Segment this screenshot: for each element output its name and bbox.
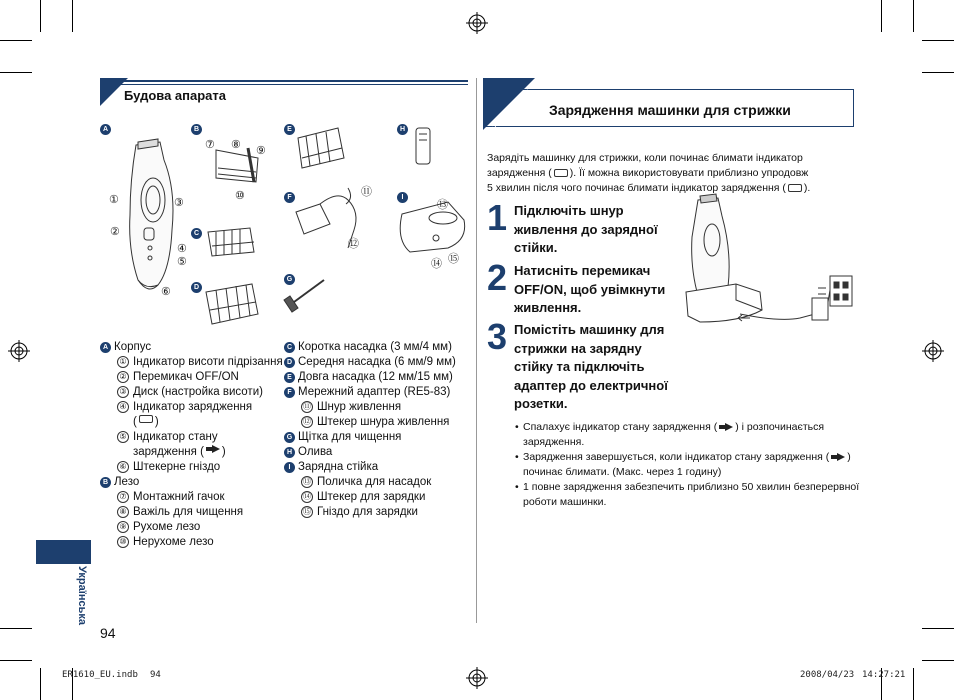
callout: ⑦ — [205, 139, 215, 151]
notes-list — [515, 420, 860, 510]
crop-mark — [0, 628, 32, 629]
charging-illustration — [680, 192, 860, 338]
pic-label-h: H — [397, 124, 408, 135]
page-number: 94 — [100, 625, 116, 641]
list-item: ( ) — [133, 416, 159, 428]
step-text: Підключіть шнур живлення до зарядної стійки. — [514, 203, 658, 255]
list-item: G Щітка для чищення — [284, 430, 472, 445]
list-item: A Корпус — [100, 340, 285, 355]
battery-icon — [139, 415, 153, 423]
list-item: ⑨ Рухоме лезо — [100, 520, 285, 535]
list-item: зарядження ( ) — [133, 446, 226, 458]
parts-list-col1 — [100, 340, 285, 550]
crop-mark — [922, 628, 954, 629]
step-text: Натисніть перемикач OFF/ON, щоб увімкнути живлення. — [514, 263, 666, 315]
callout: ⑤ — [177, 256, 187, 268]
crop-mark — [40, 668, 41, 700]
callout: ③ — [174, 197, 184, 209]
crop-mark — [922, 72, 954, 73]
pic-label-d: D — [191, 282, 202, 293]
pic-label-f: F — [284, 192, 295, 203]
callout: ⑨ — [256, 145, 266, 157]
pic-label-g: G — [284, 274, 295, 285]
step-number: 1 — [487, 197, 508, 238]
note-item: • 1 повне зарядження забезпечить приблизно 50 хвилин безперервної роботи машинки. — [515, 481, 860, 508]
list-item: ① Індикатор висоти підрізання — [100, 355, 285, 370]
step-number: 3 — [487, 316, 508, 357]
registration-mark-icon — [466, 12, 488, 34]
callout: ② — [110, 226, 120, 238]
step-text: Помістіть машинку для стрижки на зарядну стійку та підключіть адаптер до електричної розетки. — [514, 322, 668, 411]
list-item: ⑦ Монтажний гачок — [100, 490, 285, 505]
list-item: C Коротка насадка (3 мм/4 мм) — [284, 340, 472, 355]
pic-label-c: C — [191, 228, 202, 239]
callout: ⑭ — [431, 258, 442, 270]
section-tag-text: Зарядження — [488, 86, 534, 132]
note-item: • Зарядження завершується, коли індикатор стану зарядження ( ) починає блимати. (Макс. через 1 годину) — [515, 451, 851, 478]
pic-label-e: E — [284, 124, 295, 135]
pic-label-a: A — [100, 124, 111, 135]
list-item: ⑥ Штекерне гніздо — [100, 460, 285, 475]
callout: ⑥ — [161, 286, 171, 298]
callout: ④ — [177, 243, 187, 255]
crop-mark — [881, 0, 882, 32]
callout: ⑮ — [448, 253, 459, 265]
crop-mark — [922, 660, 954, 661]
list-item: ⑬ Поличка для насадок — [303, 476, 432, 488]
section-header-parts — [100, 78, 468, 106]
list-item: ⑤ Індикатор стану — [100, 430, 285, 445]
callout: ⑧ — [231, 139, 241, 151]
parts-list-col2 — [284, 340, 472, 520]
list-item: B Лезо — [100, 475, 285, 490]
registration-mark-icon — [922, 340, 944, 362]
language-tab — [36, 540, 91, 564]
plug-icon — [719, 423, 733, 431]
section-title: Будова апарата — [124, 88, 227, 103]
footer-page: 94 — [150, 670, 161, 680]
battery-icon — [554, 169, 568, 177]
list-item: ② Перемикач OFF/ON — [100, 370, 285, 385]
column-divider — [476, 78, 477, 623]
crop-mark — [72, 0, 73, 32]
crop-mark — [0, 72, 32, 73]
list-item: ⑩ Нерухоме лезо — [100, 535, 285, 550]
list-item: D Середня насадка (6 мм/9 мм) — [284, 355, 472, 370]
step-number: 2 — [487, 257, 508, 298]
plug-icon — [206, 445, 220, 453]
parts-illustration — [98, 120, 468, 330]
footer-time: 14:27:21 — [862, 670, 906, 680]
crop-mark — [0, 660, 32, 661]
list-item: ⑮ Гніздо для зарядки — [303, 506, 418, 518]
list-item: ③ Диск (настройка висоти) — [100, 385, 285, 400]
callout: ⑩ — [235, 190, 245, 202]
list-item: I Зарядна стійка — [284, 460, 472, 475]
list-item: F Мережний адаптер (RE5-83) — [284, 385, 472, 400]
pic-label-b: B — [191, 124, 202, 135]
note-item: • Спалахує індикатор стану зарядження ( ) і розпочинається зарядження. — [515, 421, 825, 448]
list-item: ⑧ Важіль для чищення — [100, 505, 285, 520]
crop-mark — [40, 0, 41, 32]
list-item: ⑫ Штекер шнура живлення — [303, 416, 450, 428]
list-item: E Довга насадка (12 мм/15 мм) — [284, 370, 472, 385]
list-item: ④ Індикатор зарядження — [100, 400, 285, 415]
pic-label-i: I — [397, 192, 408, 203]
registration-mark-icon — [8, 340, 30, 362]
registration-mark-icon — [466, 667, 488, 689]
plug-icon — [831, 453, 845, 461]
footer-date: 2008/04/23 — [800, 670, 855, 680]
crop-mark — [913, 0, 914, 32]
section-title: Зарядження машинки для стрижки — [549, 102, 791, 118]
callout: ⑬ — [437, 199, 448, 211]
callout: ⑪ — [361, 186, 372, 198]
list-item: H Олива — [284, 445, 472, 460]
list-item: ⑭ Штекер для зарядки — [303, 491, 426, 503]
crop-mark — [913, 668, 914, 700]
crop-mark — [922, 40, 954, 41]
list-item: ⑪ Шнур живлення — [303, 401, 402, 413]
callout: ① — [109, 194, 119, 206]
callout: ⑫ — [348, 238, 359, 250]
intro-text: Зарядіть машинку для стрижки, коли починає блимати індикатор зарядження ( ). Її можна використовувати приблизно упродовж 5 хвилин після чого починає блимати індикатор зарядження ( ). — [487, 152, 811, 194]
language-label: Українська — [76, 566, 88, 626]
crop-mark — [0, 40, 32, 41]
footer-file: ER1610_EU.indb — [62, 670, 138, 680]
